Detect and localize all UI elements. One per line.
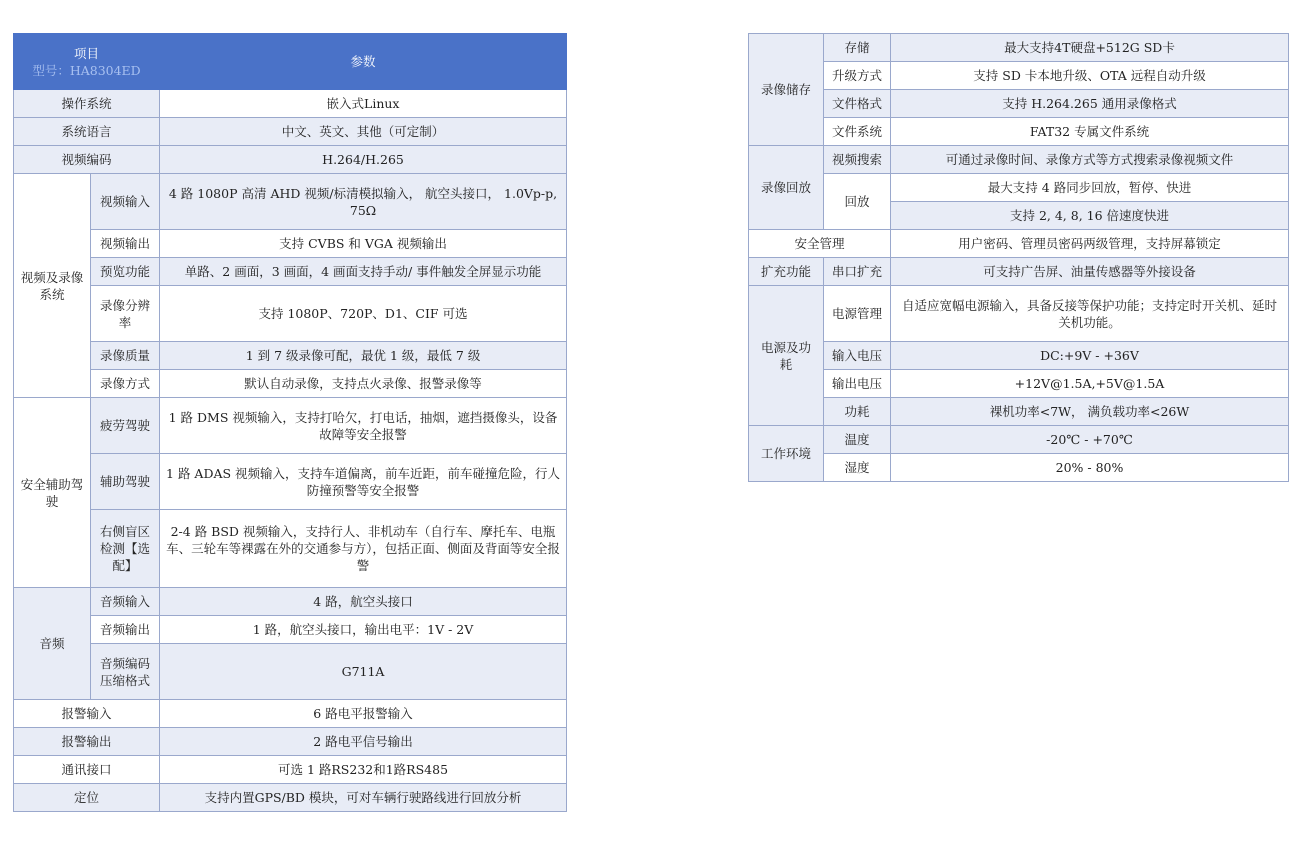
row-label: 辅助驾驶 (91, 454, 160, 510)
row-label: 文件格式 (824, 90, 891, 118)
table-row (14, 230, 567, 258)
row-value: 可支持广告屏、油量传感器等外接设备 (891, 258, 1289, 286)
table-row (749, 370, 1289, 398)
table-row (749, 258, 1289, 286)
spec-table-right (748, 33, 1289, 482)
row-value: -20℃ - +70℃ (891, 426, 1289, 454)
row-label: 定位 (14, 784, 160, 812)
row-value: 最大支持 4 路同步回放，暂停、快进 (891, 174, 1289, 202)
row-value: 单路、2 画面，3 画面，4 画面支持手动/ 事件触发全屏显示功能 (160, 258, 567, 286)
row-label: 录像方式 (91, 370, 160, 398)
row-value: 支持 2, 4, 8, 16 倍速度快进 (891, 202, 1289, 230)
row-label: 视频输入 (91, 174, 160, 230)
row-label: 音频输入 (91, 588, 160, 616)
table-row (749, 118, 1289, 146)
table-row (14, 146, 567, 174)
row-value: 支持 CVBS 和 VGA 视频输出 (160, 230, 567, 258)
row-label: 存储 (824, 34, 891, 62)
table-row (14, 616, 567, 644)
table-row (14, 342, 567, 370)
row-label: 通讯接口 (14, 756, 160, 784)
group-label: 视频及录像系统 (14, 174, 91, 398)
row-label: 视频搜索 (824, 146, 891, 174)
row-value: 1 路，航空头接口，输出电平：1V - 2V (160, 616, 567, 644)
table-row (749, 146, 1289, 174)
table-row (749, 90, 1289, 118)
row-label: 操作系统 (14, 90, 160, 118)
row-value: 自适应宽幅电源输入，具备反接等保护功能；支持定时开关机、延时关机功能。 (891, 286, 1289, 342)
group-label: 工作环境 (749, 426, 824, 482)
row-value: 最大支持4T硬盘+512G SD卡 (891, 34, 1289, 62)
table-row (749, 454, 1289, 482)
row-label: 音频输出 (91, 616, 160, 644)
row-value: 2-4 路 BSD 视频输入，支持行人、非机动车（自行车、摩托车、电瓶车、三轮车等裸露在外的交通参与方），包括正面、侧面及背面等安全报警 (160, 510, 567, 588)
group-label: 录像回放 (749, 146, 824, 230)
group-label: 扩充功能 (749, 258, 824, 286)
row-value: 支持 H.264.265 通用录像格式 (891, 90, 1289, 118)
row-label: 报警输出 (14, 728, 160, 756)
header-model-label: 型号：HA8304ED (32, 62, 141, 78)
table-row (14, 286, 567, 342)
table-row (14, 90, 567, 118)
group-label: 录像储存 (749, 34, 824, 146)
table-row (14, 174, 567, 230)
group-label: 音频 (14, 588, 91, 700)
row-label: 串口扩充 (824, 258, 891, 286)
table-row (14, 756, 567, 784)
spec-table-left (13, 33, 567, 812)
row-value: H.264/H.265 (160, 146, 567, 174)
row-value: DC:+9V - +36V (891, 342, 1289, 370)
row-label: 湿度 (824, 454, 891, 482)
row-label: 视频编码 (14, 146, 160, 174)
row-label: 电源管理 (824, 286, 891, 342)
row-label: 输入电压 (824, 342, 891, 370)
row-label: 报警输入 (14, 700, 160, 728)
table-row (14, 588, 567, 616)
table-row (14, 258, 567, 286)
row-value: 20% - 80% (891, 454, 1289, 482)
row-value: 用户密码、管理员密码两级管理，支持屏幕锁定 (891, 230, 1289, 258)
row-label: 功耗 (824, 398, 891, 426)
table-row (14, 644, 567, 700)
row-label: 升级方式 (824, 62, 891, 90)
row-value: 4 路 1080P 高清 AHD 视频/标清模拟输入， 航空头接口， 1.0Vp-p, 75Ω (160, 174, 567, 230)
row-value: 可通过录像时间、录像方式等方式搜索录像视频文件 (891, 146, 1289, 174)
row-label: 预览功能 (91, 258, 160, 286)
table-header-row (14, 34, 567, 90)
row-value: 6 路电平报警输入 (160, 700, 567, 728)
table-row (749, 230, 1289, 258)
row-label: 录像质量 (91, 342, 160, 370)
table-row (749, 62, 1289, 90)
row-value: 4 路，航空头接口 (160, 588, 567, 616)
table-row (749, 174, 1289, 202)
table-row (749, 398, 1289, 426)
table-row (14, 454, 567, 510)
row-label: 视频输出 (91, 230, 160, 258)
row-value: 中文、英文、其他（可定制） (160, 118, 567, 146)
row-value: G711A (160, 644, 567, 700)
row-value: 支持 SD 卡本地升级、OTA 远程自动升级 (891, 62, 1289, 90)
table-row (14, 700, 567, 728)
table-row (14, 728, 567, 756)
table-row (14, 370, 567, 398)
row-label: 系统语言 (14, 118, 160, 146)
table-row (14, 784, 567, 812)
row-value: FAT32 专属文件系统 (891, 118, 1289, 146)
table-row (749, 34, 1289, 62)
header-item-label: 项目 (74, 45, 100, 61)
row-value: 默认自动录像，支持点火录像、报警录像等 (160, 370, 567, 398)
table-row (749, 286, 1289, 342)
header-param-label: 参数 (160, 34, 567, 90)
row-value: 裸机功率<7W， 满负载功率<26W (891, 398, 1289, 426)
row-label: 输出电压 (824, 370, 891, 398)
row-label: 文件系统 (824, 118, 891, 146)
row-label: 温度 (824, 426, 891, 454)
table-row (14, 398, 567, 454)
table-row (749, 426, 1289, 454)
row-value: 1 路 ADAS 视频输入，支持车道偏离，前车近距，前车碰撞危险，行人防撞预警等安全报警 (160, 454, 567, 510)
group-label: 电源及功耗 (749, 286, 824, 426)
row-label: 疲劳驾驶 (91, 398, 160, 454)
row-value: 可选 1 路RS232和1路RS485 (160, 756, 567, 784)
row-label: 录像分辨率 (91, 286, 160, 342)
table-row (14, 510, 567, 588)
table-row (749, 342, 1289, 370)
group-label: 安全辅助驾驶 (14, 398, 91, 588)
row-value: +12V@1.5A,+5V@1.5A (891, 370, 1289, 398)
row-value: 支持内置GPS/BD 模块，可对车辆行驶路线进行回放分析 (160, 784, 567, 812)
row-value: 支持 1080P、720P、D1、CIF 可选 (160, 286, 567, 342)
header-item-cell (14, 34, 160, 90)
row-value: 1 路 DMS 视频输入，支持打哈欠，打电话，抽烟，遮挡摄像头，设备故障等安全报警 (160, 398, 567, 454)
row-value: 嵌入式Linux (160, 90, 567, 118)
row-label: 音频编码压缩格式 (91, 644, 160, 700)
row-value: 2 路电平信号输出 (160, 728, 567, 756)
row-label: 右侧盲区检测【选配】 (91, 510, 160, 588)
row-label: 回放 (824, 174, 891, 230)
row-value: 1 到 7 级录像可配，最优 1 级，最低 7 级 (160, 342, 567, 370)
table-row (14, 118, 567, 146)
row-label: 安全管理 (749, 230, 891, 258)
